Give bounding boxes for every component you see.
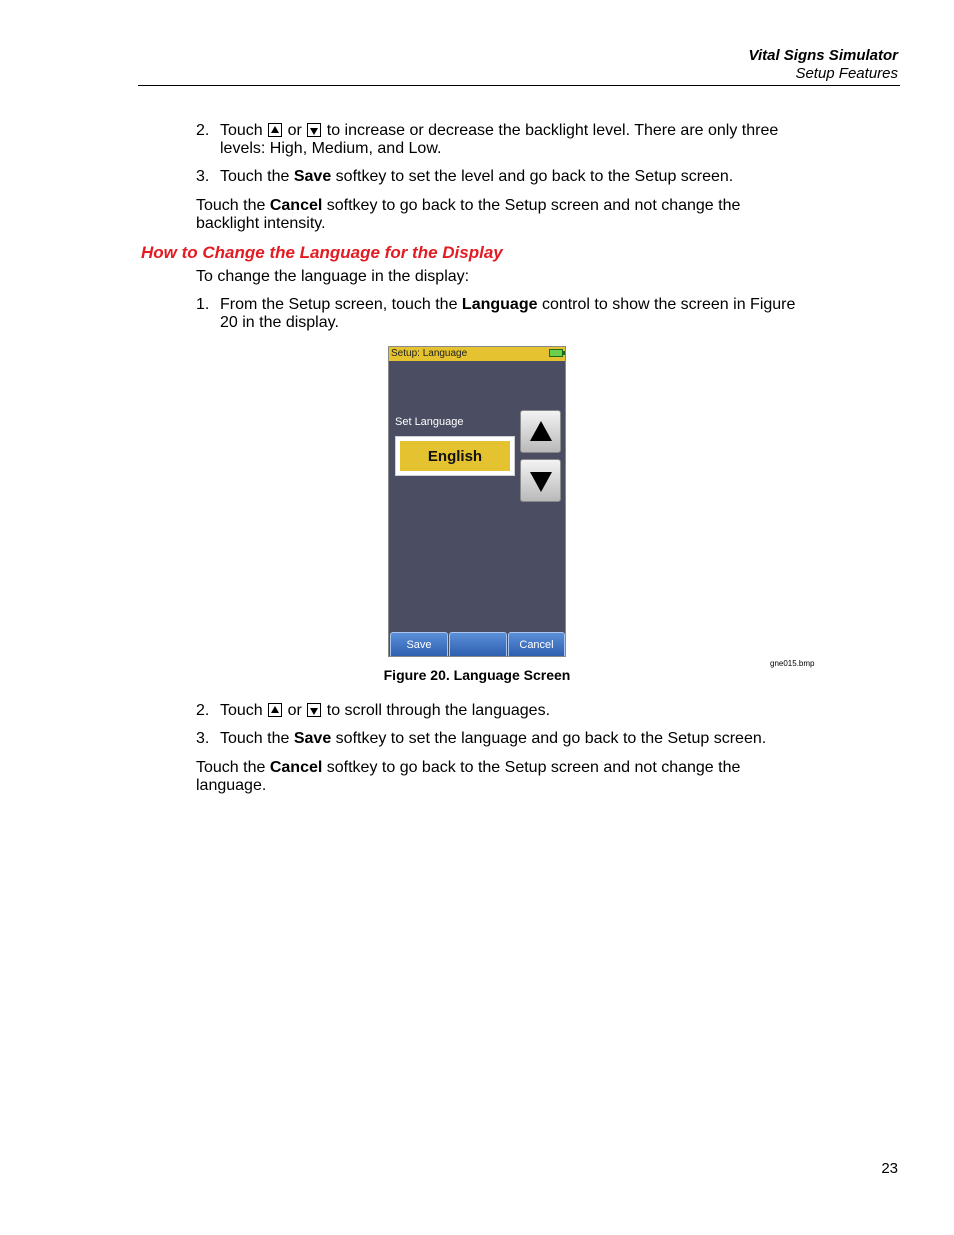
step-text-bold: Save bbox=[293, 168, 332, 185]
step-text-post: to scroll through the languages. bbox=[326, 702, 551, 719]
down-arrow-icon bbox=[530, 472, 552, 492]
screen-title-bar bbox=[389, 347, 565, 361]
device-screen bbox=[388, 346, 566, 657]
step-number: 3. bbox=[196, 168, 210, 185]
document-subtitle: Setup Features bbox=[795, 65, 898, 82]
note-pre: Touch the bbox=[196, 759, 266, 776]
note-bold: Cancel bbox=[269, 197, 323, 214]
up-key-icon bbox=[268, 703, 282, 717]
step-text-pre: Touch bbox=[220, 702, 263, 719]
step-text-pre: Touch bbox=[220, 122, 263, 139]
cancel-softkey[interactable]: Cancel bbox=[508, 632, 565, 657]
step-text-or: or bbox=[287, 122, 302, 139]
backlight-step-3 bbox=[196, 168, 816, 186]
step-number: 3. bbox=[196, 730, 210, 747]
step-text-bold: Save bbox=[293, 730, 332, 747]
note-post: softkey to go back to the Setup screen and not change the backlight intensity. bbox=[196, 197, 741, 232]
note-bold: Cancel bbox=[269, 759, 323, 776]
section-intro: To change the language in the display: bbox=[196, 268, 470, 285]
selected-language: English bbox=[400, 441, 510, 471]
battery-icon bbox=[549, 349, 563, 357]
step-text-post: softkey to set the language and go back to the Setup screen. bbox=[335, 730, 767, 747]
backlight-step-2 bbox=[196, 122, 796, 158]
scroll-up-button[interactable] bbox=[520, 410, 561, 453]
note-post: softkey to go back to the Setup screen and not change the language. bbox=[196, 759, 741, 794]
page-number: 23 bbox=[881, 1160, 898, 1177]
note-pre: Touch the bbox=[196, 197, 266, 214]
up-arrow-icon bbox=[530, 421, 552, 441]
section-heading: How to Change the Language for the Display bbox=[141, 243, 503, 262]
figure-caption: Figure 20. Language Screen bbox=[383, 667, 571, 683]
set-language-label: Set Language bbox=[395, 416, 464, 428]
step-text bbox=[220, 168, 816, 186]
down-key-icon bbox=[307, 703, 321, 717]
step-text-bold: Language bbox=[461, 296, 538, 313]
document-title: Vital Signs Simulator bbox=[748, 47, 898, 64]
step-text-or: or bbox=[287, 702, 302, 719]
step-number: 2. bbox=[196, 702, 210, 719]
language-step-2 bbox=[196, 702, 816, 720]
language-control[interactable] bbox=[395, 436, 515, 476]
language-step-1 bbox=[196, 296, 796, 332]
step-number: 1. bbox=[196, 296, 210, 313]
screen-title: Setup: Language bbox=[391, 348, 468, 359]
step-text-post: to increase or decrease the backlight level. There are only three levels: High, Medium, and Low. bbox=[220, 122, 779, 157]
scroll-down-button[interactable] bbox=[520, 459, 561, 502]
backlight-cancel-note bbox=[196, 197, 796, 233]
step-text bbox=[220, 296, 796, 332]
up-key-icon bbox=[268, 123, 282, 137]
save-softkey[interactable]: Save bbox=[390, 632, 448, 657]
down-key-icon bbox=[307, 123, 321, 137]
step-text-pre: Touch the bbox=[220, 168, 290, 185]
step-number: 2. bbox=[196, 122, 210, 139]
step-text-pre: From the Setup screen, touch the bbox=[220, 296, 458, 313]
language-step-3 bbox=[196, 730, 836, 748]
step-text bbox=[220, 122, 796, 158]
figure-filename: gne015.bmp bbox=[770, 659, 815, 668]
language-cancel-note bbox=[196, 759, 796, 795]
step-text bbox=[220, 730, 836, 748]
step-text-post: softkey to set the level and go back to the Setup screen. bbox=[335, 168, 734, 185]
header-rule bbox=[138, 85, 900, 86]
blank-softkey[interactable] bbox=[449, 632, 507, 657]
step-text bbox=[220, 702, 816, 720]
step-text-pre: Touch the bbox=[220, 730, 290, 747]
step-text-post: control to show the screen in Figure 20 in the display. bbox=[220, 296, 796, 331]
